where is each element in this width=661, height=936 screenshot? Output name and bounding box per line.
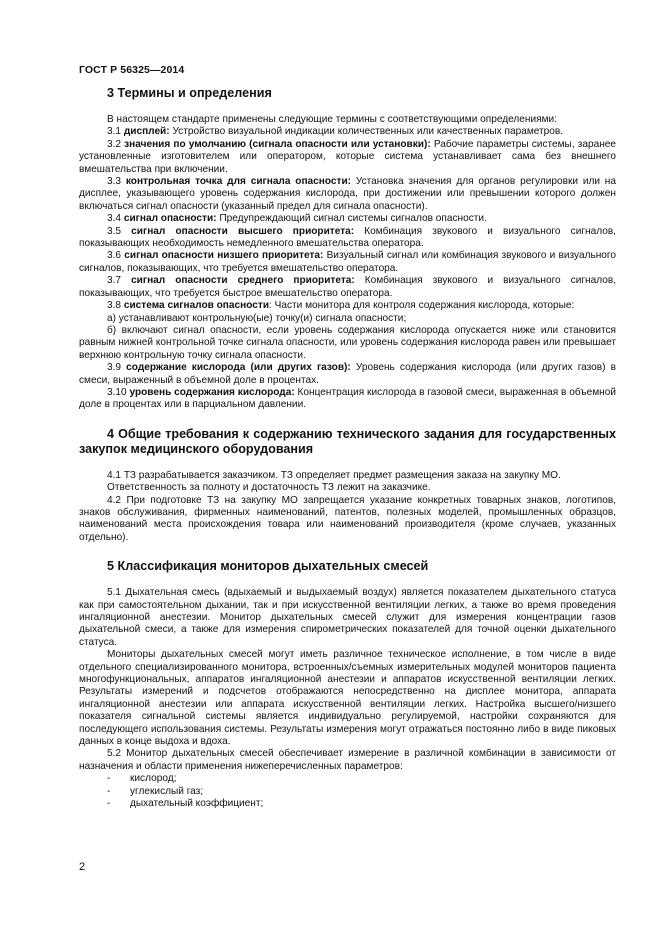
term-number: 3.6	[107, 250, 125, 262]
list-marker: -	[107, 785, 111, 797]
term-number: 3.3	[107, 176, 126, 188]
term-name: сигнал опасности высшего приоритета:	[131, 225, 355, 237]
term-definition: Уровень содержания кислорода (или других газов) в смеси, выраженный в объемной доле в процентах.	[79, 362, 616, 386]
term-name: сигнал опасности среднего приоритета:	[131, 275, 355, 287]
list-item-text: кислород;	[130, 773, 177, 785]
clause-5-1-continued: Мониторы дыхательных смесей могут иметь различное техническое исполнение, в том числе в виде отдельного специализированного монитора, встроенных/съемных измерительных модулей мониторов пациента многофункциональных, аппаратов ингаляционной анестезии и аппаратов искусственной вентиляции легких. Результаты измерений и подсчетов отображаются непосредственно на дисплее монитора, аппарата ингаляционной анестезии или аппарата искусственной вентиляции легких. Настройка высшего/низшего показателя сигнальной системы является индивидуально регулируемой, настройки сохраняются для последующего использования системы. Результаты измерения могут отражаться постоянно либо в виде пиковых данных в конце выдоха и вдоха.	[79, 649, 616, 748]
term-name: сигнал опасности:	[123, 213, 217, 225]
list-item-text: дыхательный коэффициент;	[130, 798, 264, 810]
list-marker: -	[107, 773, 111, 785]
standard-header: ГОСТ Р 56325—2014	[79, 64, 185, 76]
term-definition: : Части монитора для контроля содержания кислорода, которые:	[269, 300, 575, 312]
term-definition: Предупреждающий сигнал системы сигналов опасности.	[216, 213, 487, 225]
term-definition: Установка значения для органов регулировки или на дисплее, указывающего уровень содержания кислорода, при достижении или превышении которого должен включаться сигнал опасности (указанный предел для сигнала опасности).	[79, 176, 616, 212]
clause-4-1-continued: Ответственность за полноту и достаточность ТЗ лежит на заказчике.	[107, 482, 431, 494]
term-3-8	[79, 300, 616, 312]
term-number: 3.2	[107, 138, 125, 150]
section-4-title: 4 Общие требования к содержанию технического задания для государственных закупок медицинского оборудования	[79, 426, 616, 456]
term-definition: Устройство визуальной индикации количественных или качественных параметров.	[169, 126, 564, 138]
term-name: сигнал опасности низшего приоритета:	[124, 250, 324, 262]
section-3-intro: В настоящем стандарте применены следующие термины с соответствующими определениями:	[107, 114, 557, 125]
list-item	[79, 773, 616, 785]
list-item	[79, 786, 616, 798]
term-3-2	[79, 139, 616, 176]
term-name: значения по умолчанию (сигнала опасности или установки):	[124, 138, 431, 150]
list-item-text: углекислый газ;	[130, 785, 204, 797]
term-3-8-item-b: б) включают сигнал опасности, если уровень содержания кислорода опускается ниже или становится равным нижней контрольной точке сигнала опасности, или уровень содержания кислорода равен или превышает верхнюю контрольную точку сигнала опасности.	[79, 324, 616, 361]
clause-5-1: 5.1 Дыхательная смесь (вдыхаемый и выдыхаемый воздух) является показателем дыхательного статуса как при самостоятельном дыхании, так и при искусственной вентиляции легких, а также во время проведения ингаляционной анестезии. Монитор дыхательных смесей служит для измерения концентрации газов дыхательной смеси, а также для измерения спирометрических показателей для точной оценки дыхательного статуса.	[79, 587, 616, 648]
page-number: 2	[79, 861, 86, 873]
term-definition: Рабочие параметры системы, заранее установленные изготовителем или оператором, которые система устанавливает сама без внешнего вмешательства при включении.	[79, 138, 616, 175]
term-3-7	[79, 275, 616, 300]
list-marker: -	[107, 798, 111, 810]
term-number: 3.1	[107, 126, 124, 138]
page-content	[79, 86, 616, 811]
term-name: система сигналов опасности	[123, 300, 270, 312]
term-definition: Комбинация звукового и визуального сигналов, показывающих, что требуется быстрое вмешательство оператора.	[79, 275, 616, 299]
term-name: содержание кислорода (или других газов):	[126, 362, 351, 374]
term-3-1	[79, 126, 616, 138]
term-number: 3.9	[107, 362, 127, 374]
clause-4-1: 4.1 ТЗ разрабатывается заказчиком. ТЗ определяет предмет размещения заказа на закупку МО.	[107, 469, 561, 481]
term-number: 3.4	[107, 213, 124, 225]
term-number: 3.5	[107, 225, 132, 237]
term-name: уровень содержания кислорода:	[129, 386, 295, 398]
term-number: 3.10	[107, 386, 130, 398]
clause-5-2: 5.2 Монитор дыхательных смесей обеспечивает измерение в различной комбинации в зависимости от назначения и области применения нижеперечисленных параметров:	[79, 748, 616, 772]
term-3-3	[79, 176, 616, 213]
term-name: контрольная точка для сигнала опасности:	[125, 176, 352, 188]
term-3-10	[79, 387, 616, 412]
term-3-8-item-a: а) устанавливают контрольную(ые) точку(и) сигнала опасности;	[107, 312, 407, 324]
section-3-title: 3 Термины и определения	[107, 86, 272, 100]
section-5-title: 5 Классификация мониторов дыхательных смесей	[107, 559, 429, 574]
term-3-4	[79, 213, 616, 225]
term-definition: Визуальный сигнал или комбинация звукового и визуального сигналов, показывающих, что требуется вмешательство оператора.	[79, 250, 616, 274]
term-number: 3.8	[107, 300, 124, 312]
term-3-6	[79, 250, 616, 275]
clause-4-2: 4.2 При подготовке ТЗ на закупку МО запрещается указание конкретных товарных знаков, логотипов, знаков обслуживания, фирменных наименований, патентов, полезных моделей, промышленных образцов, наименований места происхождения товара или наименований производителя (кроме случаев, указанных отдельно).	[79, 494, 616, 543]
term-number: 3.7	[107, 275, 132, 287]
term-name: дисплей:	[123, 126, 170, 138]
term-definition: Комбинация звукового и визуального сигналов, показывающих необходимость немедленного вмешательства оператора.	[79, 225, 616, 250]
term-definition: Концентрация кислорода в газовой смеси, выраженная в объемной доле в процентах или в парциальном давлении.	[79, 386, 616, 411]
term-3-5	[79, 226, 616, 251]
term-3-9	[79, 362, 616, 387]
list-item	[79, 798, 616, 810]
